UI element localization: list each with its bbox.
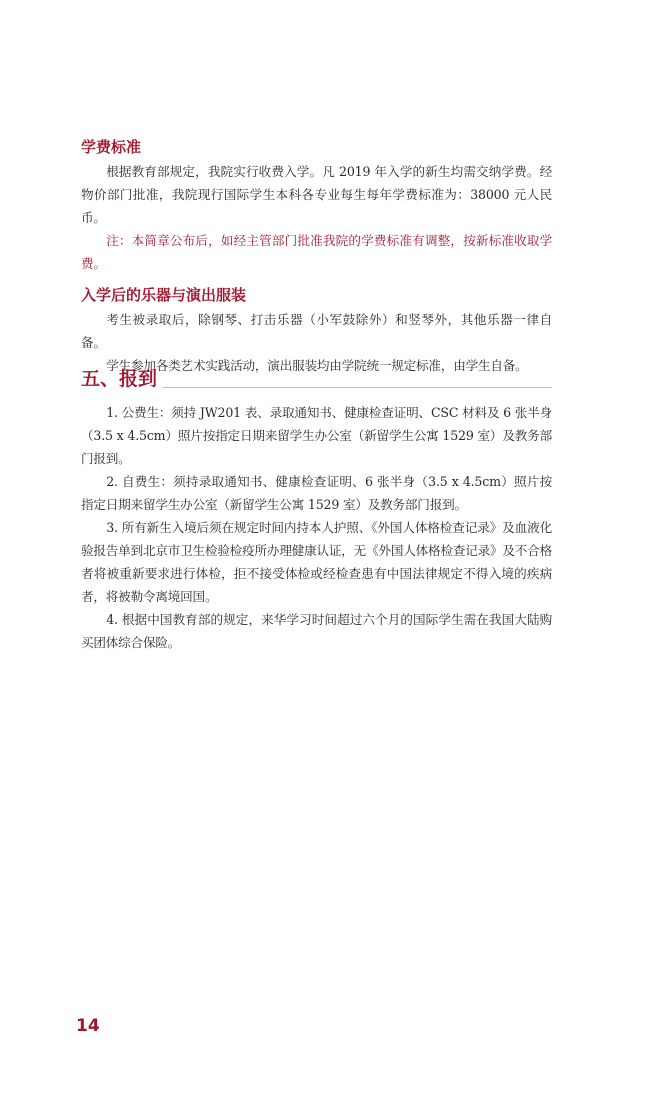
tuition-paragraph: 根据教育部规定，我院实行收费入学。凡 2019 年入学的新生均需交纳学费。经物价部门批准，我院现行国际学生本科各专业每生每年学费标准为：38000 元人民币。 bbox=[81, 164, 552, 225]
registration-heading-row bbox=[81, 366, 552, 392]
instruments-section bbox=[81, 285, 552, 377]
registration-item-3: 3. 所有新生入境后须在规定时间内持本人护照、《外国人体格检查记录》及血液化验报告单到北京市卫生检验检疫所办理健康认证，无《外国人体格检查记录》及不合格者将被重新要求进行体检，拒不接受体检或经检查患有中国法律规定不得入境的疾病者，将被勒令离境回国。 bbox=[81, 520, 552, 604]
instruments-paragraph-1: 考生被录取后，除钢琴、打击乐器（小军鼓除外）和竖琴外，其他乐器一律自备。 bbox=[81, 312, 552, 350]
instruments-paragraph-2: 学生参加各类艺术实践活动，演出服装均由学院统一规定标准，由学生自备。 bbox=[106, 358, 528, 373]
registration-heading: 五、报到 bbox=[81, 368, 158, 390]
tuition-heading: 学费标准 bbox=[81, 138, 142, 156]
registration-item-2: 2. 自费生：须持录取通知书、健康检查证明、6 张半身（3.5 x 4.5cm）照片按指定日期来留学生办公室（新留学生公寓 1529 室）及教务部门报到。 bbox=[81, 474, 552, 512]
registration-item-4: 4. 根据中国教育部的规定，来华学习时间超过六个月的国际学生需在我国大陆购买团体综合保险。 bbox=[81, 612, 552, 650]
instruments-heading: 入学后的乐器与演出服装 bbox=[81, 286, 247, 304]
registration-list bbox=[81, 401, 552, 654]
page-number: 14 bbox=[76, 1016, 100, 1036]
tuition-note: 注：本简章公布后，如经主管部门批准我院的学费标准有调整，按新标准收取学费。 bbox=[81, 233, 552, 271]
heading-divider bbox=[162, 387, 552, 388]
tuition-section bbox=[81, 137, 552, 275]
registration-item-1: 1. 公费生：须持 JW201 表、录取通知书、健康检查证明、CSC 材料及 6 张半身（3.5 x 4.5cm）照片按指定日期来留学生办公室（新留学生公寓 1529 室）及教务部门报到。 bbox=[81, 405, 552, 466]
